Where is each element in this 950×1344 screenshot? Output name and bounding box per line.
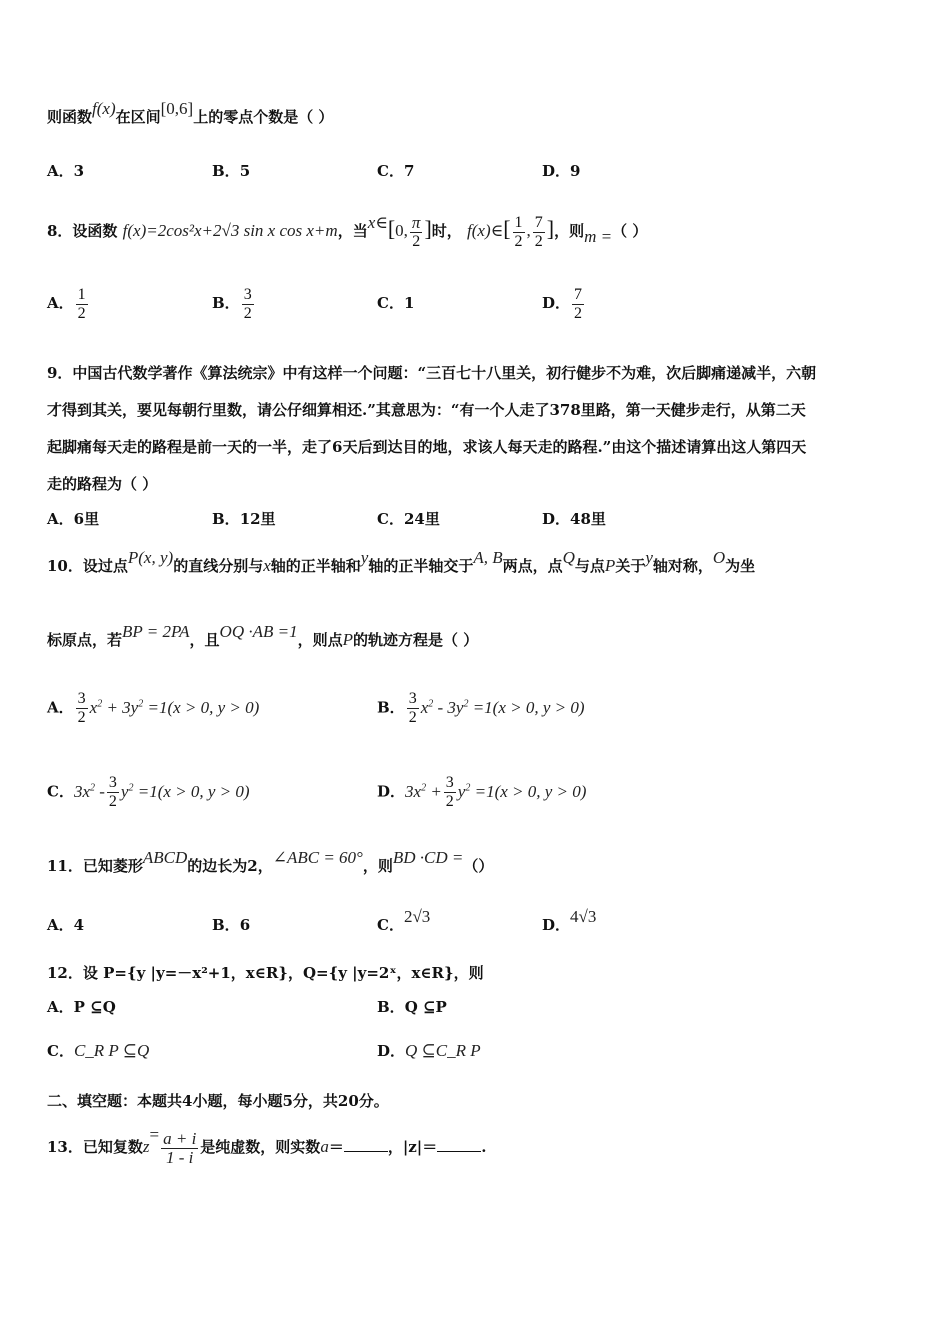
q9-line-4: 走的路程为（ ） [47,475,158,493]
q7-option-b[interactable]: B．5 [212,162,251,180]
q13-answer-a-blank[interactable] [344,1137,388,1152]
q12-option-a[interactable]: A．P ⊆Q [47,998,116,1016]
q8-option-d[interactable]: D． $\frac{7}{2}$ [542,285,583,322]
q9-option-c[interactable]: C．24里 [377,510,440,528]
q11-option-d[interactable]: D．4√3 [542,907,597,934]
q7-option-c[interactable]: C．7 [377,162,415,180]
q12-option-b[interactable]: B．Q ⊆P [377,998,447,1016]
section-2-title: 二、填空题：本题共4小题，每小题5分，共20分。 [47,1092,389,1110]
q8-function: f(x)=2cos²x+2√3 sin x cos x+m [122,221,338,240]
q7-option-d[interactable]: D．9 [542,162,581,180]
q12-option-d[interactable]: D．Q ⊆C_R P [377,1041,481,1060]
q13-answer-z-blank[interactable] [437,1137,481,1152]
q9-line-3: 起脚痛每天走的路程是前一天的一半，走了6天后到达目的地，求该人每天走的路程.”由这个描述请算出这人第四天 [47,438,807,456]
q10-option-b[interactable]: B． $\frac{3}{2}$ $x^2 - 3y^2 =1(x > 0$, y > 0) [377,690,585,727]
q10-option-d[interactable]: D．$3x^2$ + $\frac{3}{2}$ $y^2 =1(x > 0$, y > 0) [377,774,587,811]
q7-option-a[interactable]: A．3 [47,162,85,180]
q10-option-a[interactable]: A． $\frac{3}{2}$ $x^2 + 3y^2 =1(x > 0$, y > 0) [47,690,260,727]
q9-option-b[interactable]: B．12里 [212,510,276,528]
q7-pre: 则函数 [47,108,93,126]
q9-line-1: 9．中国古代数学著作《算法统宗》中有这样一个问题：“三百七十八里关，初行健步不为难，次后脚痛递减半，六朝 [47,364,817,382]
q8-option-c[interactable]: C．1 [377,294,415,312]
q8-option-b[interactable]: B． $\frac{3}{2}$ [212,285,252,322]
q7-interval: [0,6] [160,99,194,118]
q10-line-2: 标原点，若BP = 2PA，且OQ ·AB =1，则点P的轨迹方程是（ ） [47,622,479,649]
q12-stem: 12．设 P={y |y=－x²+1，x∈R}，Q={y |y=2ˣ，x∈R}，则 [47,964,484,982]
q13-stem: 13．已知复数z= $\frac{a + i}{1 - i}$ 是纯虚数，则实数a＝ ，|z|＝ . [47,1125,487,1167]
q11-stem: 11．已知菱形ABCD的边长为2，∠ABC = 60°，则BD ·CD =（） [47,848,494,875]
q7-mid: 在区间 [115,108,161,126]
q7-post: 上的零点个数是（ ） [193,108,334,126]
q9-option-a[interactable]: A．6里 [47,510,100,528]
q9-line-2: 才得到其关，要见每朝行里数，请公仔细算相还.”其意思为：“有一个人走了378里路，第一天健步走行，从第二天 [47,401,806,419]
q10-option-c[interactable]: C．$3x^2$ - $\frac{3}{2}$ $y^2 =1(x > 0$, y > 0) [47,774,250,811]
q11-option-c[interactable]: C．2√3 [377,907,431,934]
q7-stem [47,99,334,128]
q11-option-a[interactable]: A．4 [47,916,85,934]
q11-option-b[interactable]: B．6 [212,916,251,934]
q12-option-c[interactable]: C．C_R P ⊆Q [47,1041,150,1060]
q7-fx: f(x) [92,99,116,118]
q8-option-a[interactable]: A． $\frac{1}{2}$ [47,285,86,322]
q8-stem: 8．设函数 f(x)=2cos²x+2√3 sin x cos x+m，当x∈[0, $\frac{\pi}{2}$ ]时， f(x)∈[ $\frac{1}{2}$ , $\frac{7}{2}$ ]，则m =（ ） [47,212,648,250]
q10-line-1: 10．设过点P(x, y)的直线分别与x轴的正半轴和y轴的正半轴交于A, B两点，点Q与点P关于y轴对称，O为坐 [47,548,756,575]
q9-option-d[interactable]: D．48里 [542,510,606,528]
